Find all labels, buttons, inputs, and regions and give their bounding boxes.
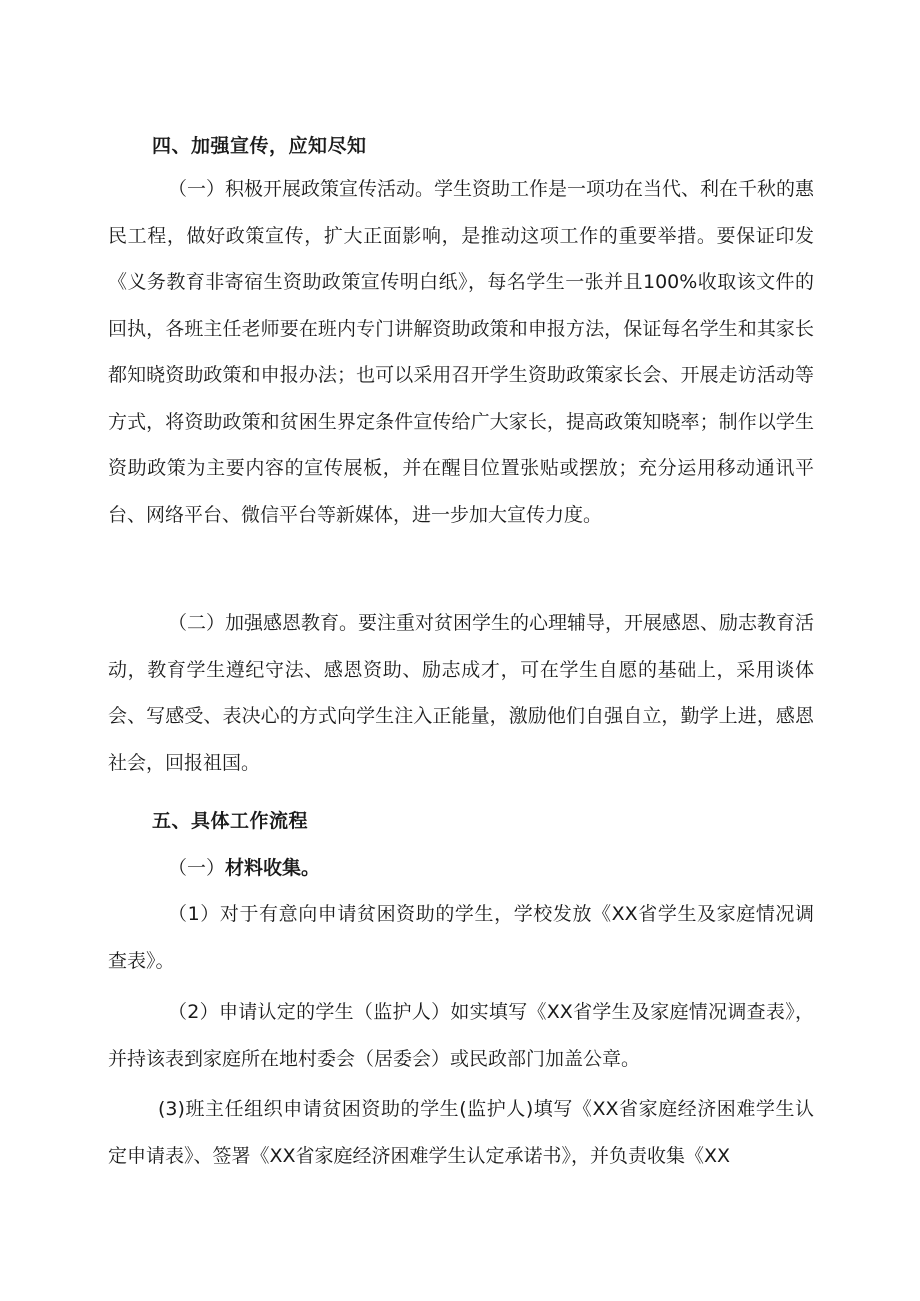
section-4-heading: 四、加强宣传，应知尽知: [152, 135, 367, 157]
section-5-heading: 五、具体工作流程: [152, 810, 309, 832]
section-5-item-2: （2）申请认定的学生（监护人）如实填写《XX省学生及家庭情况调查表》，并持该表到家庭所在地村委会（居委会）或民政部门加盖公章。: [108, 1001, 814, 1070]
section-5-item-3: (3)班主任组织申请贫困资助的学生(监护人)填写《XX省家庭经济困难学生认定申请表》、签署《XX省家庭经济困难学生认定承诺书》，并负责收集《XX: [108, 1098, 814, 1167]
subheading-prefix: （一）: [168, 857, 226, 879]
section-5-item-1: （1）对于有意向申请贫困资助的学生，学校发放《XX省学生及家庭情况调查表》。: [108, 903, 814, 972]
section-5-subheading-1: [168, 853, 320, 880]
subheading-title: 材料收集。: [225, 857, 321, 879]
section-4-paragraph-1: （一）积极开展政策宣传活动。学生资助工作是一项功在当代、利在千秋的惠民工程，做好政策宣传，扩大正面影响，是推动这项工作的重要举措。要保证印发《义务教育非寄宿生资助政策宣传明白纸》，每名学生一张并且100%收取该文件的回执，各班主任老师要在班内专门讲解资助政策和申报方法，保证每名学生和其家长都知晓资助政策和申报办法；也可以采用召开学生资助政策家长会、开展走访活动等方式，将资助政策和贫困生界定条件宣传给广大家长，提高政策知晓率；制作以学生资助政策为主要内容的宣传展板，并在醒目位置张贴或摆放；充分运用移动通讯平台、网络平台、微信平台等新媒体，进一步加大宣传力度。: [108, 178, 815, 526]
section-4-paragraph-2: （二）加强感恩教育。要注重对贫困学生的心理辅导，开展感恩、励志教育活动，教育学生遵纪守法、感恩资助、励志成才，可在学生自愿的基础上，采用谈体会、写感受、表决心的方式向学生注入正能量，激励他们自强自立，勤学上进，感恩社会，回报祖国。: [108, 612, 815, 774]
